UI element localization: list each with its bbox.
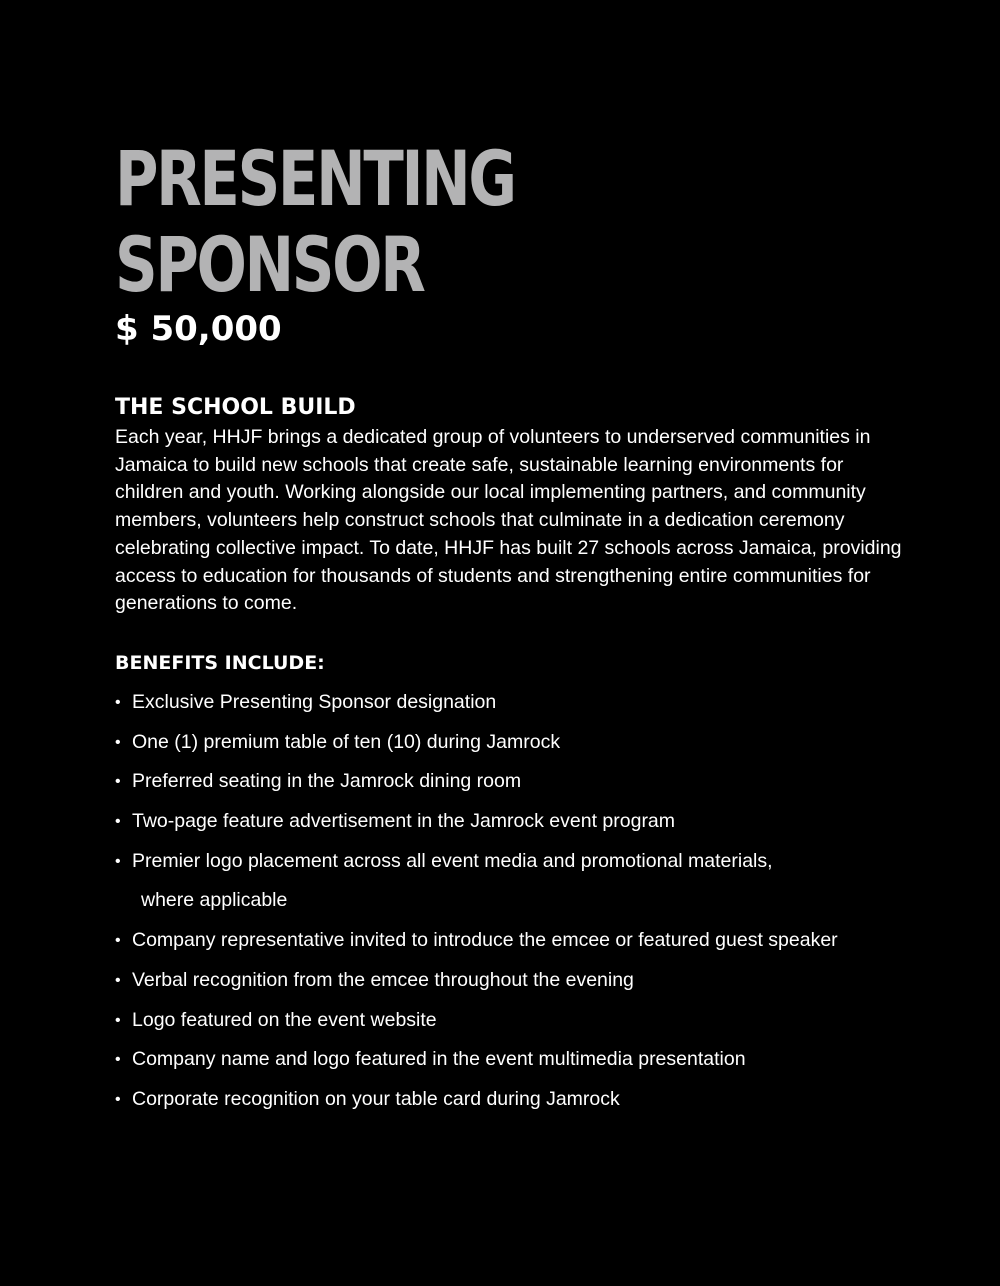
bullet-icon: •	[115, 932, 121, 950]
benefit-item	[115, 1080, 935, 1120]
benefit-item	[115, 723, 935, 763]
school-build-heading: THE SCHOOL BUILD	[115, 395, 356, 420]
bullet-icon: •	[115, 1051, 121, 1069]
bullet-icon: •	[115, 733, 121, 751]
benefit-text: One (1) premium table of ten (10) during Jamrock	[132, 730, 561, 753]
benefit-text: Premier logo placement across all event media and promotional materials,	[132, 849, 773, 872]
benefit-item	[115, 1040, 935, 1080]
benefit-text: Two-page feature advertisement in the Jamrock event program	[132, 810, 676, 833]
bullet-icon: •	[115, 813, 121, 831]
benefit-item	[115, 1001, 935, 1041]
benefit-item	[115, 683, 935, 723]
sponsor-price: $ 50,000	[115, 309, 282, 349]
bullet-icon: •	[115, 1011, 121, 1029]
title-line-2: SPONSOR	[115, 220, 424, 309]
benefits-list	[115, 683, 935, 1120]
bullet-icon: •	[115, 773, 121, 791]
benefit-item	[115, 842, 935, 921]
benefit-text: Exclusive Presenting Sponsor designation	[132, 691, 497, 713]
benefits-heading: BENEFITS INCLUDE:	[115, 652, 325, 674]
school-build-description: Each year, HHJF brings a dedicated group of volunteers to underserved communities in Jamaica to build new schools that create safe, sustainable learning environments for children and youth. Working alongside our local implementing partners, and community members, volunteers help construct schools that culminate in a dedication ceremony celebrating collective impact. To date, HHJF has built 27 schools across Jamaica, providing access to education for thousands of students and strengthening entire communities for generations to come.	[115, 426, 902, 615]
benefit-item	[115, 961, 935, 1001]
benefit-text: Company name and logo featured in the event multimedia presentation	[132, 1048, 746, 1071]
benefit-item	[115, 762, 935, 802]
title-line-1: PRESENTING	[115, 134, 515, 223]
benefit-text: Logo featured on the event website	[132, 1008, 437, 1031]
benefit-text: Company representative invited to introduce the emcee or featured guest speaker	[132, 929, 838, 952]
benefit-text: Preferred seating in the Jamrock dining room	[132, 770, 522, 793]
bullet-icon: •	[115, 852, 121, 870]
bullet-icon: •	[115, 1090, 121, 1108]
benefit-item	[115, 921, 935, 961]
benefit-text: Corporate recognition on your table card during Jamrock	[132, 1087, 620, 1110]
page-title	[115, 136, 935, 308]
benefit-text-continuation: where applicable	[141, 889, 288, 912]
benefit-text: Verbal recognition from the emcee throughout the evening	[132, 968, 634, 991]
bullet-icon: •	[115, 694, 121, 711]
bullet-icon: •	[115, 971, 121, 989]
benefit-item	[115, 802, 935, 842]
